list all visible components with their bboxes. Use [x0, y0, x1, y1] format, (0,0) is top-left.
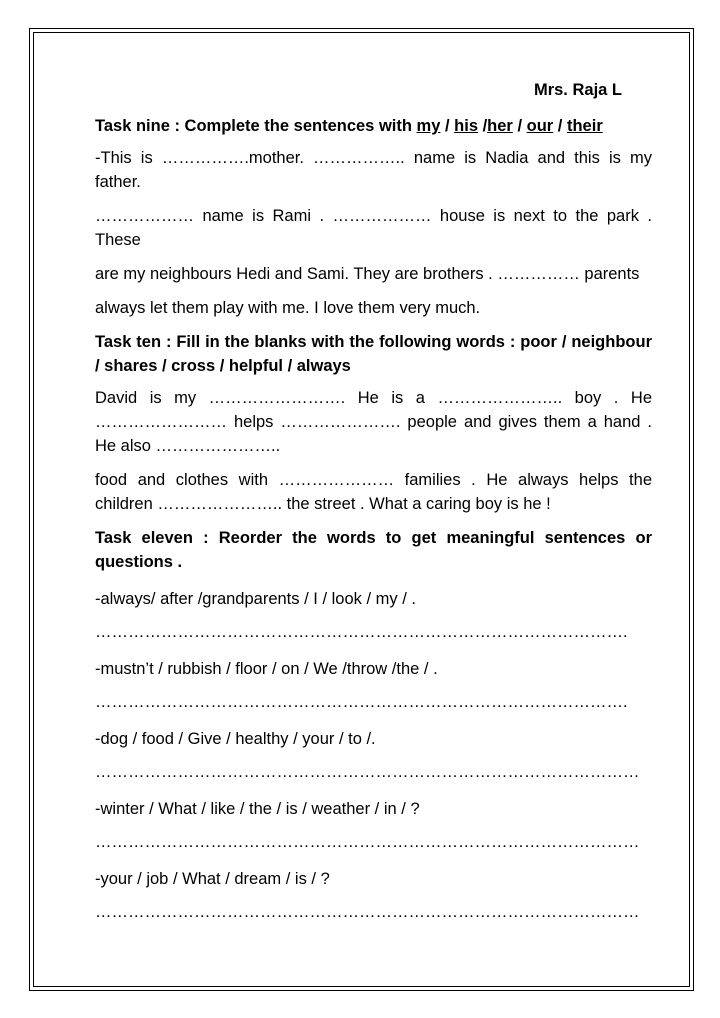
task-ten-title: Task ten : Fill in the blanks with the following words : poor / neighbour / shares / cross / helpful / always — [95, 333, 652, 375]
answer-line-2[interactable]: ……………………………………………………………………………………. — [95, 693, 628, 711]
task-nine-paragraph-1: -This is …………….mother. …………….. name is Nadia and this is my father. — [95, 149, 652, 191]
word-separator: / — [440, 117, 455, 135]
reorder-prompt-3: -dog / food / Give / healthy / your / to /. — [95, 730, 376, 748]
word-separator: / — [478, 117, 488, 135]
task-ten-paragraph-1: David is my ……………………. He is a ………………….. boy . He …………………… helps …………………. people and gives them a hand . He also ………………….. — [95, 389, 652, 455]
word-separator: / — [553, 117, 567, 135]
word-his: his — [454, 117, 478, 135]
task-eleven-title: Task eleven : Reorder the words to get meaningful sentences or questions . — [95, 529, 652, 571]
reorder-list — [95, 582, 652, 932]
word-their: their — [566, 117, 603, 135]
word-our: our — [526, 117, 554, 135]
reorder-prompt-1: -always/ after /grandparents / I / look / my / . — [95, 590, 416, 608]
task-ten-paragraph-2: food and clothes with ………………… families . He always helps the children ………………….. the street . What a caring boy is he ! — [95, 471, 652, 513]
task-nine-title — [95, 114, 652, 138]
task-nine-paragraph-4: always let them play with me. I love them very much. — [95, 299, 481, 317]
reorder-prompt-4: -winter / What / like / the / is / weather / in / ? — [95, 800, 420, 818]
task-nine-paragraph-3: are my neighbours Hedi and Sami. They are brothers . …………… parents — [95, 265, 640, 283]
task-nine-title-prefix: Task nine : Complete the sentences with — [95, 117, 417, 135]
answer-line-5[interactable]: ……………………………………………………………………………………… — [95, 903, 640, 921]
word-my: my — [416, 117, 441, 135]
teacher-name: Mrs. Raja L — [533, 81, 622, 99]
worksheet-content — [95, 78, 652, 932]
answer-line-3[interactable]: ……………………………………………………………………………………… — [95, 763, 640, 781]
reorder-prompt-2: -mustn’t / rubbish / floor / on / We /throw /the / . — [95, 660, 438, 678]
reorder-prompt-5: -your / job / What / dream / is / ? — [95, 870, 330, 888]
word-her: her — [487, 117, 513, 135]
answer-line-1[interactable]: ……………………………………………………………………………………. — [95, 623, 628, 641]
word-separator: / — [512, 117, 527, 135]
task-nine-paragraph-2: ……………… name is Rami . ……………… house is next to the park . These — [95, 207, 652, 249]
answer-line-4[interactable]: ……………………………………………………………………………………… — [95, 833, 640, 851]
